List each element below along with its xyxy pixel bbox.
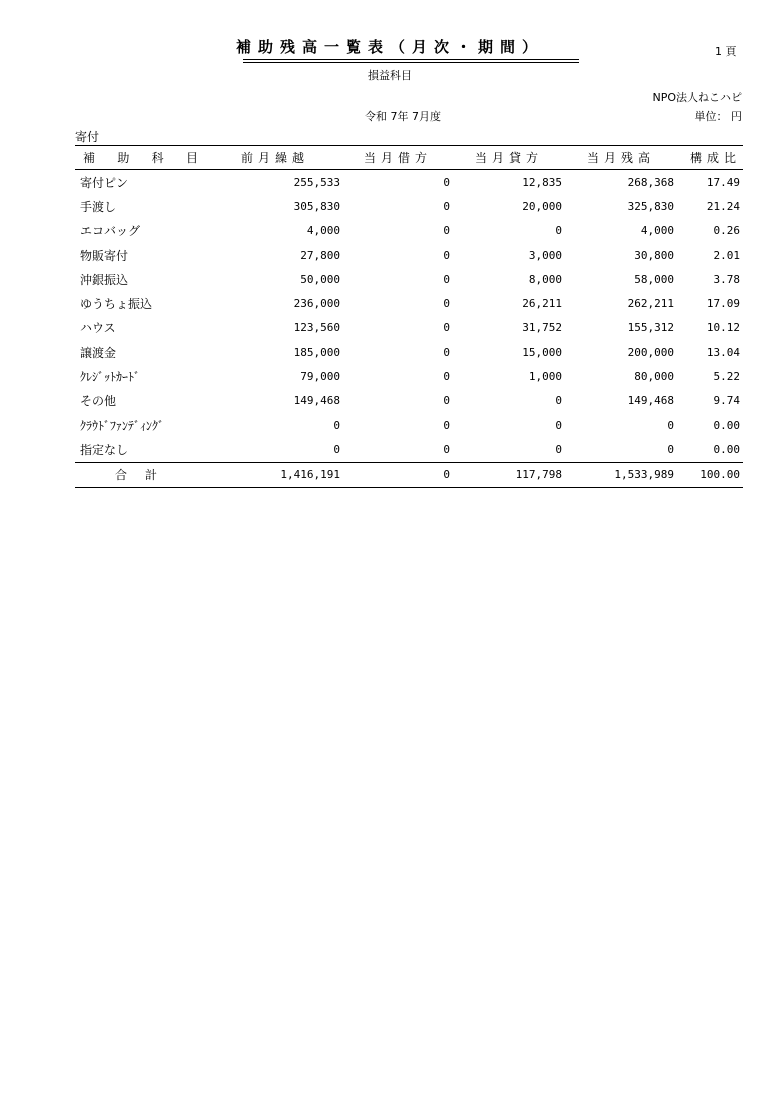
debit-cell: 0	[443, 272, 450, 286]
credit-cell: 15,000	[522, 345, 562, 359]
total-label-left: 合	[115, 468, 128, 483]
table-row	[75, 364, 743, 388]
debit-cell: 0	[443, 224, 450, 238]
ratio-cell: 3.78	[713, 272, 740, 286]
total-debit: 0	[343, 462, 453, 487]
credit-cell: 31,752	[522, 321, 562, 335]
balance-cell: 155,312	[627, 321, 674, 335]
table-header-row	[75, 146, 743, 170]
table-row	[75, 316, 743, 340]
account-header-char: 助	[117, 151, 135, 165]
account-header-char: 補	[83, 151, 101, 165]
credit-cell: 0	[555, 442, 562, 456]
debit-cell: 0	[443, 199, 450, 213]
account-name: ｸﾚｼﾞｯﾄｶｰﾄﾞ	[80, 370, 141, 385]
balance-cell: 268,368	[627, 175, 674, 189]
total-label	[75, 462, 207, 487]
debit-cell: 0	[443, 175, 450, 189]
account-name: 沖銀振込	[80, 272, 129, 287]
balance-cell: 80,000	[634, 370, 674, 384]
account-category: 寄付	[75, 130, 100, 144]
ratio-cell: 0.26	[713, 224, 740, 238]
ratio-cell: 0.00	[713, 418, 740, 432]
account-name: 物販寄付	[80, 248, 129, 263]
balance-table	[75, 145, 743, 488]
prev-balance-cell: 185,000	[293, 345, 340, 359]
account-name: その他	[80, 394, 117, 409]
total-balance: 1,533,989	[565, 462, 677, 487]
credit-cell: 1,000	[528, 370, 562, 384]
report-title: 補助残高一覧表（月次・期間）	[235, 38, 544, 56]
table-row	[75, 243, 743, 267]
balance-cell: 30,800	[634, 248, 674, 262]
table-row	[75, 437, 743, 462]
total-label-right: 計	[144, 468, 157, 483]
account-header-char: 科	[151, 151, 169, 165]
column-header-credit: 当月貸方	[453, 146, 565, 170]
credit-cell: 26,211	[522, 297, 562, 311]
account-name: 指定なし	[80, 442, 129, 457]
debit-cell: 0	[443, 321, 450, 335]
ratio-cell: 17.49	[706, 175, 740, 189]
table-row	[75, 413, 743, 437]
debit-cell: 0	[443, 442, 450, 456]
account-name: 譲渡金	[80, 345, 117, 360]
column-header-ratio: 構成比	[677, 146, 743, 170]
currency-unit: 単位： 円	[694, 110, 742, 123]
debit-cell: 0	[443, 248, 450, 262]
ratio-cell: 13.04	[706, 345, 740, 359]
account-name: ハウス	[80, 321, 116, 336]
balance-cell: 149,468	[627, 394, 674, 408]
credit-cell: 0	[555, 394, 562, 408]
prev-balance-cell: 0	[333, 442, 340, 456]
column-header-account	[75, 146, 207, 170]
prev-balance-cell: 27,800	[300, 248, 340, 262]
balance-cell: 200,000	[627, 345, 674, 359]
account-name: 寄付ピン	[80, 175, 129, 190]
balance-cell: 262,211	[627, 297, 674, 311]
debit-cell: 0	[443, 297, 450, 311]
ratio-cell: 10.12	[706, 321, 740, 335]
credit-cell: 12,835	[522, 175, 562, 189]
ratio-cell: 21.24	[706, 199, 740, 213]
debit-cell: 0	[443, 370, 450, 384]
account-name: 手渡し	[80, 199, 117, 214]
credit-cell: 0	[555, 224, 562, 238]
prev-balance-cell: 0	[333, 418, 340, 432]
account-name: ｸﾗｳﾄﾞﾌｧﾝﾃﾞｨﾝｸﾞ	[80, 418, 165, 433]
total-credit: 117,798	[453, 462, 565, 487]
prev-balance-cell: 236,000	[293, 297, 340, 311]
credit-cell: 0	[555, 418, 562, 432]
account-header-char: 目	[185, 151, 203, 165]
prev-balance-cell: 123,560	[293, 321, 340, 335]
account-name: エコバッグ	[80, 224, 141, 239]
column-header-debit: 当月借方	[343, 146, 453, 170]
prev-balance-cell: 149,468	[293, 394, 340, 408]
report-subtitle: 損益科目	[368, 69, 412, 82]
prev-balance-cell: 50,000	[300, 272, 340, 286]
ratio-cell: 0.00	[713, 442, 740, 456]
report-period: 令和 7年 7月度	[365, 110, 441, 123]
account-name: ゆうちょ振込	[80, 297, 153, 312]
balance-cell: 58,000	[634, 272, 674, 286]
ratio-cell: 17.09	[706, 297, 740, 311]
debit-cell: 0	[443, 394, 450, 408]
title-underline-bottom	[243, 62, 579, 63]
table-row	[75, 291, 743, 315]
table-row	[75, 219, 743, 243]
ratio-cell: 2.01	[713, 248, 740, 262]
balance-cell: 0	[667, 442, 674, 456]
ratio-cell: 5.22	[713, 370, 740, 384]
prev-balance-cell: 255,533	[293, 175, 340, 189]
column-header-balance: 当月残高	[565, 146, 677, 170]
balance-cell: 325,830	[627, 199, 674, 213]
ratio-cell: 9.74	[713, 394, 740, 408]
prev-balance-cell: 4,000	[306, 224, 340, 238]
table-row	[75, 170, 743, 195]
total-prev-balance: 1,416,191	[207, 462, 343, 487]
credit-cell: 20,000	[522, 199, 562, 213]
column-header-prev-balance: 前月繰越	[207, 146, 343, 170]
total-ratio: 100.00	[677, 462, 743, 487]
organization-name: NPO法人ねこハピ	[652, 91, 742, 104]
balance-cell: 0	[667, 418, 674, 432]
table-row	[75, 340, 743, 364]
credit-cell: 8,000	[528, 272, 562, 286]
prev-balance-cell: 305,830	[293, 199, 340, 213]
table-row	[75, 267, 743, 291]
page-number: 1 頁	[715, 45, 737, 58]
debit-cell: 0	[443, 418, 450, 432]
credit-cell: 3,000	[528, 248, 562, 262]
total-row	[75, 462, 743, 487]
table-row	[75, 389, 743, 413]
balance-cell: 4,000	[640, 224, 674, 238]
prev-balance-cell: 79,000	[300, 370, 340, 384]
table-row	[75, 194, 743, 218]
debit-cell: 0	[443, 345, 450, 359]
title-underline-top	[243, 59, 579, 60]
